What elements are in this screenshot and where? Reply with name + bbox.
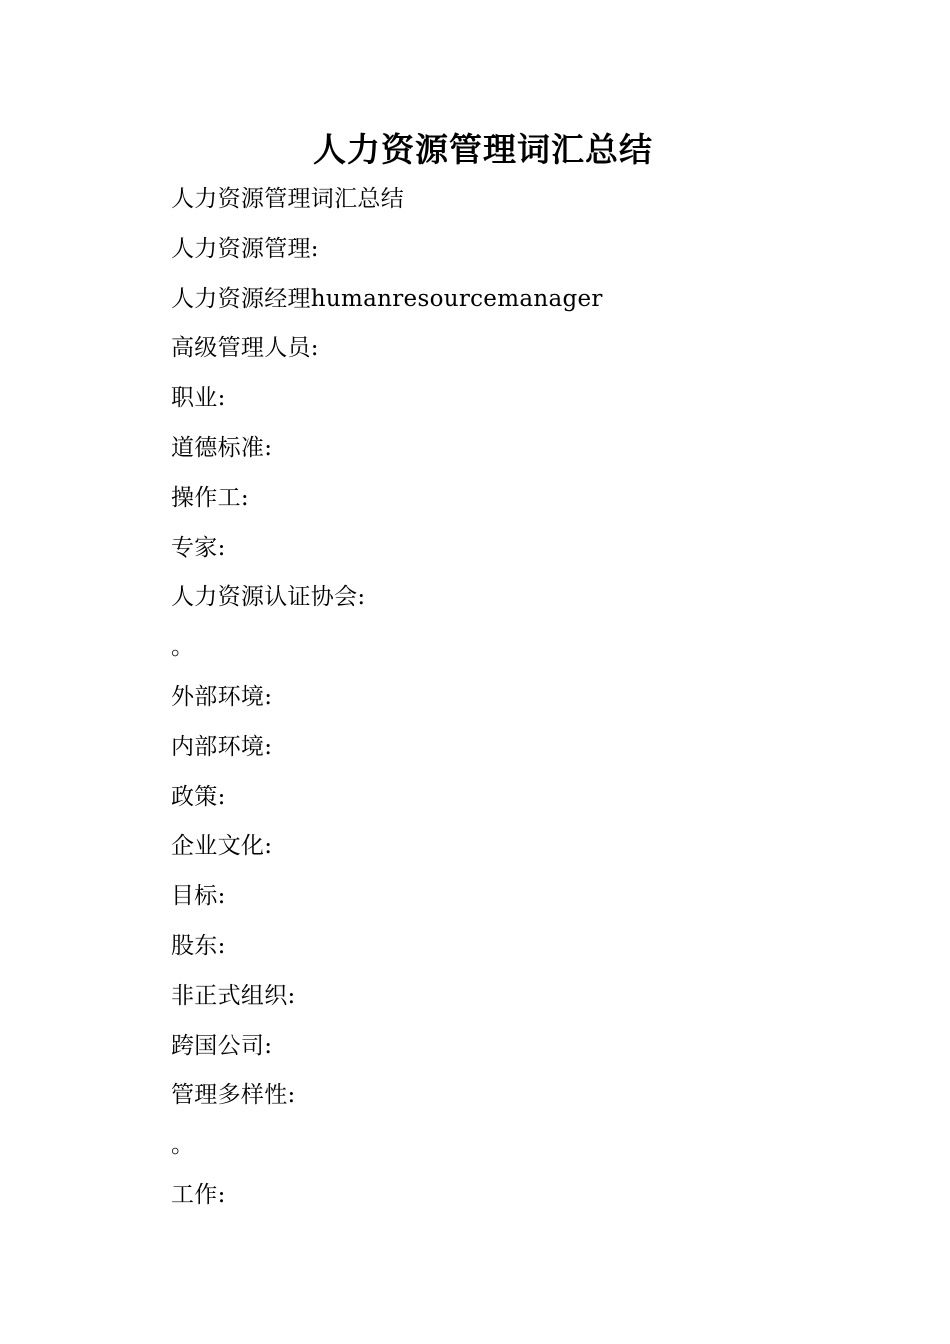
- document-line: 职业:: [171, 385, 226, 412]
- document-line: 。: [171, 634, 195, 661]
- document-line: 管理多样性:: [171, 1082, 296, 1109]
- document-line: 外部环境:: [171, 683, 273, 710]
- document-line: 高级管理人员:: [171, 335, 319, 362]
- document-line: 企业文化:: [171, 833, 273, 860]
- document-line: 工作:: [171, 1181, 226, 1208]
- document-line: 目标:: [171, 883, 226, 910]
- document-title: 人力资源管理词汇总结: [313, 130, 653, 169]
- document-line: 非正式组织:: [171, 982, 296, 1009]
- document-line: 人力资源经理humanresourcemanager: [171, 285, 603, 312]
- document-body: [171, 175, 891, 1221]
- document-line: 政策:: [171, 783, 226, 810]
- document-line: 股东:: [171, 932, 226, 959]
- document-line: 跨国公司:: [171, 1032, 273, 1059]
- document-line: 专家:: [171, 534, 226, 561]
- document-line: 人力资源管理:: [171, 235, 319, 262]
- document-line: 道德标准:: [171, 434, 273, 461]
- document-line: 内部环境:: [171, 733, 273, 760]
- document-line: 。: [171, 1132, 195, 1159]
- document-line: 操作工:: [171, 484, 249, 511]
- document-line: 人力资源认证协会:: [171, 584, 366, 611]
- document-line: 人力资源管理词汇总结: [171, 186, 404, 212]
